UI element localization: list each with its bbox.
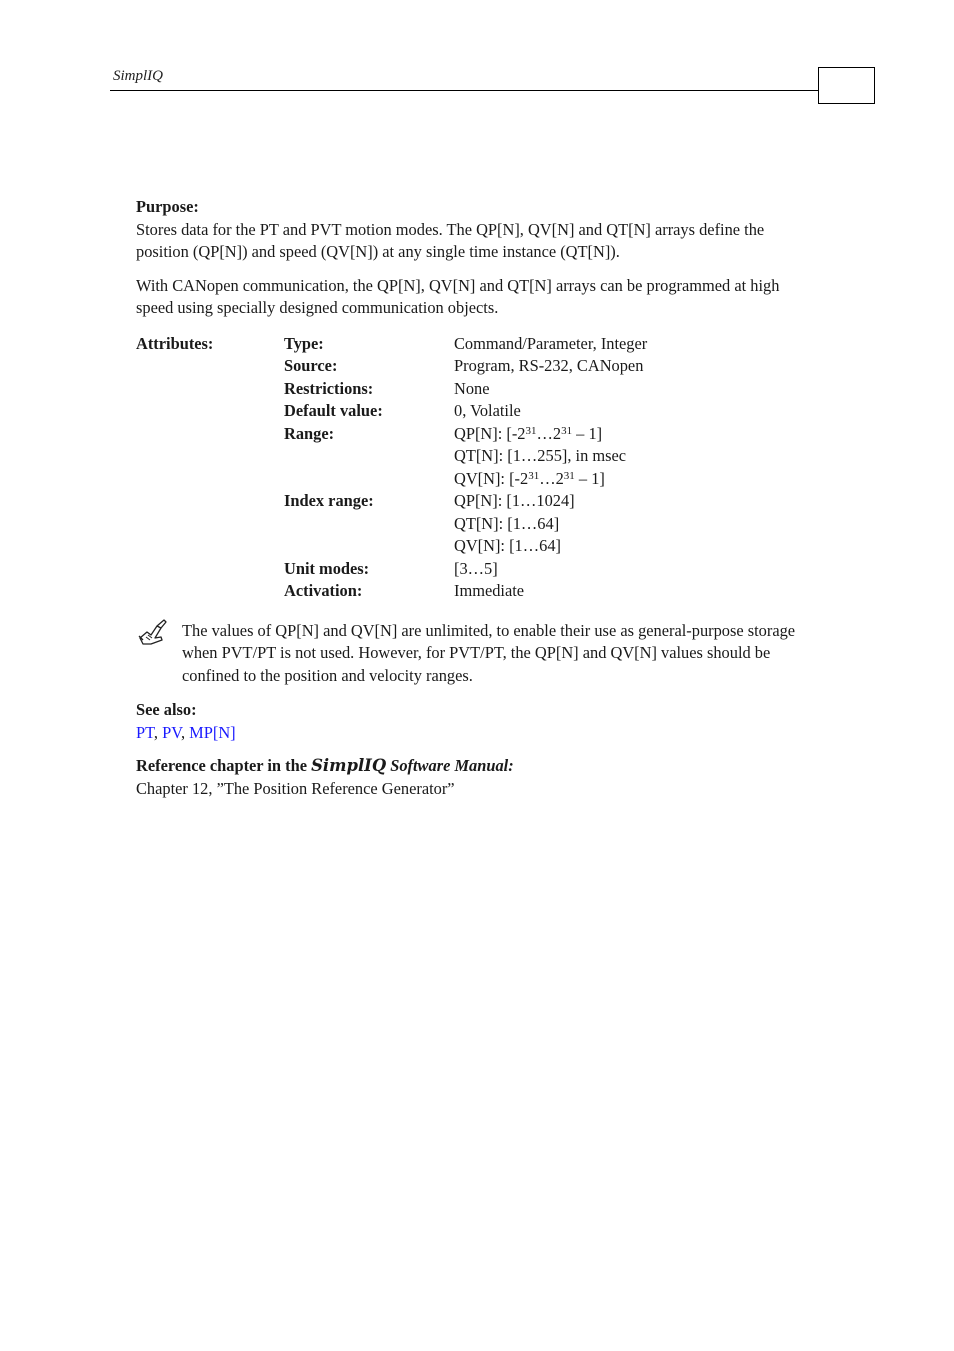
restrictions-value: None	[454, 378, 490, 398]
range-qt-value: QT[N]: [1…255], in msec	[454, 446, 627, 465]
source-label: Source:	[284, 356, 338, 375]
link-mp-n[interactable]: MP[N]	[189, 722, 236, 742]
default-value-value: 0, Volatile	[454, 401, 521, 420]
attributes-heading: Attributes:	[136, 333, 214, 353]
page-number-box	[818, 67, 875, 104]
document-body	[136, 196, 816, 800]
reference-heading: Reference chapter in the SimplIQ Software Manual:	[136, 756, 514, 775]
range-qp-value: QP[N]: $[-2^{31}\dots 2^{31} - 1]$	[454, 423, 603, 443]
see-also-section	[136, 699, 816, 744]
restrictions-label: Restrictions:	[284, 378, 374, 398]
type-value: Command/Parameter, Integer	[454, 333, 648, 353]
activation-value: Immediate	[454, 581, 525, 600]
type-label: Type:	[284, 333, 324, 353]
index-qv-value: QV[N]: [1…64]	[454, 536, 561, 555]
purpose-heading: Purpose:	[136, 197, 199, 216]
index-qt-value: QT[N]: [1…64]	[454, 513, 560, 533]
range-label: Range:	[284, 423, 335, 443]
header-rule	[110, 90, 819, 91]
activation-label: Activation:	[284, 581, 363, 600]
source-value: Program, RS-232, CANopen	[454, 356, 644, 375]
range-qv-value: QV[N]: $[-2^{31}\dots 2^{31} - 1]$	[454, 468, 605, 488]
header-brand: SimplIQ	[113, 68, 163, 84]
default-value-label: Default value:	[284, 401, 383, 420]
reference-section	[136, 755, 816, 800]
purpose-paragraph-1: Stores data for the PT and PVT motion modes. The QP[N], QV[N] and QT[N] arrays define the position (QP[N]) and speed (QV[N]) at any single time instance (QT[N]).	[136, 219, 765, 261]
unit-modes-value: [3…5]	[454, 558, 498, 578]
link-pv[interactable]: PV	[162, 722, 181, 742]
attributes-table	[136, 333, 814, 603]
link-pt[interactable]: PT	[136, 722, 154, 742]
unit-modes-label: Unit modes:	[284, 558, 370, 578]
note-hand-icon	[137, 618, 169, 648]
see-also-links: PT, PV, MP[N]	[136, 722, 236, 742]
note-block	[136, 620, 816, 688]
note-text: The values of QP[N] and QV[N] are unlimited, to enable their use as general-purpose storage when PVT/PT is not used. However, for PVT/PT, the QP[N] and QV[N] values should be confined to the position and velocity ranges.	[182, 620, 796, 685]
reference-brand: SimplIQ	[311, 756, 387, 775]
index-qp-value: QP[N]: [1…1024]	[454, 491, 575, 510]
purpose-paragraph-2: With CANopen communication, the QP[N], QV[N] and QT[N] arrays can be programmed at high speed using specially designed communication objects.	[136, 275, 780, 317]
index-range-label: Index range:	[284, 491, 374, 510]
see-also-heading: See also:	[136, 700, 197, 719]
reference-chapter: Chapter 12, ”The Position Reference Generator”	[136, 778, 455, 798]
